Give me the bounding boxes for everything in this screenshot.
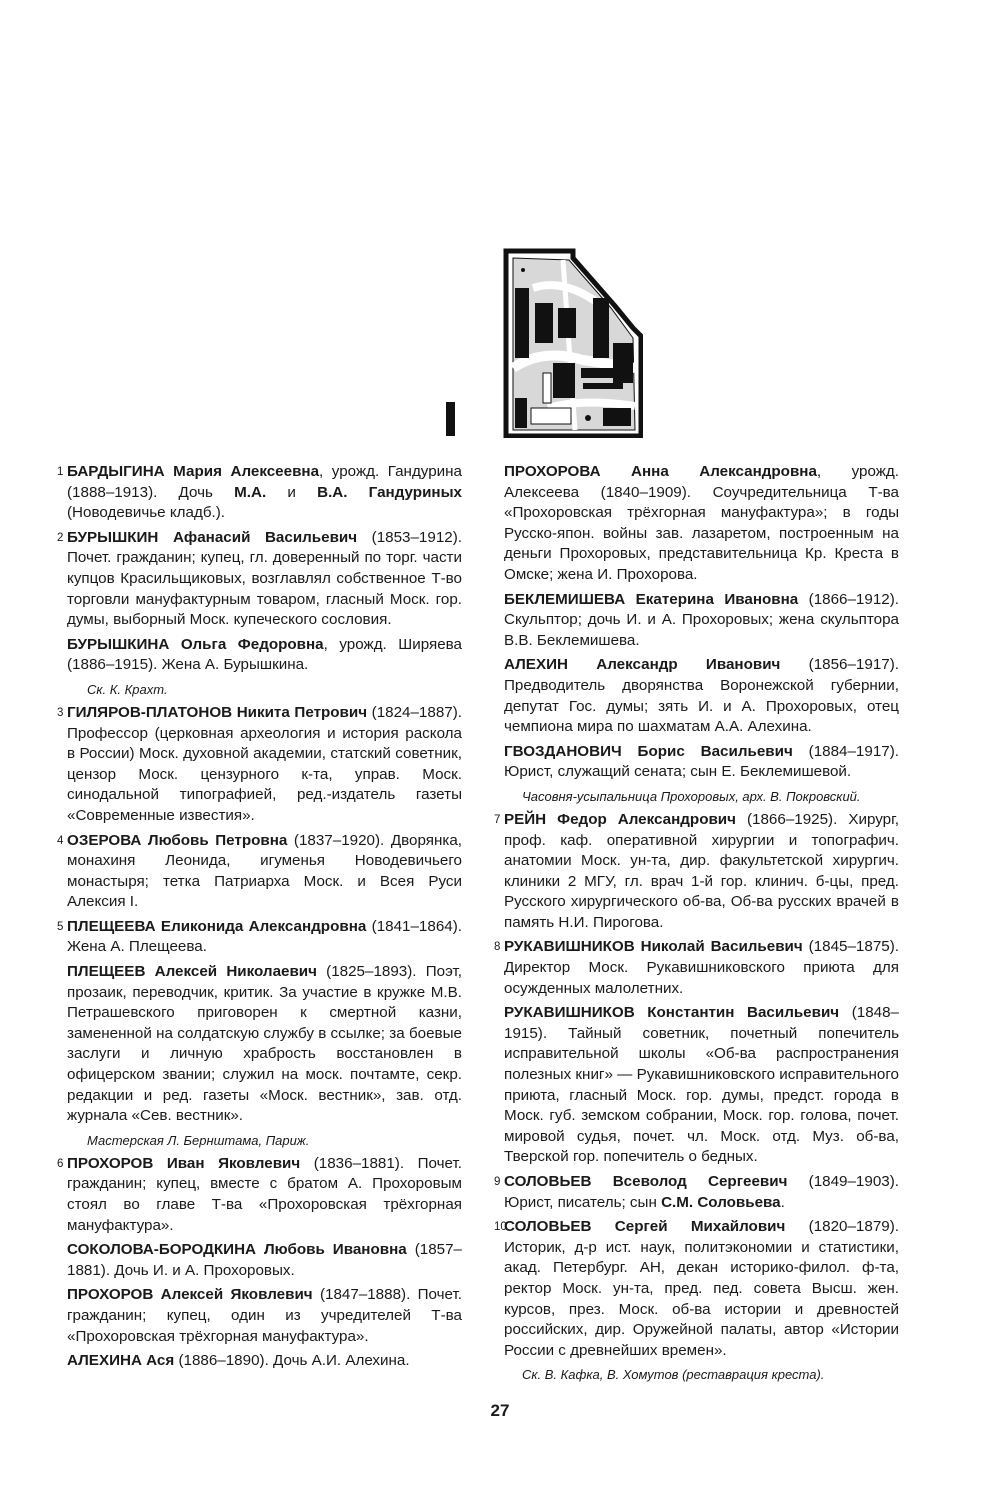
entry-text: (1866–1912). Скульптор; дочь И. и А. Прохоровых; жена скульптора В.В. Беклемишева.: [504, 590, 899, 649]
entry-text: (1824–1887). Профессор (церковная археология и история раскола в России) Моск. духовной академии, статский советник, цензор Моск. цензурного к-та, управ. Моск. синодальной типографией, ред.-издатель газеты «Современные известия».: [67, 703, 463, 824]
person-name: БЕКЛЕМИШЕВА Екатерина Ивановна: [504, 590, 799, 608]
entry-sokolova-borodkina: [67, 1240, 462, 1281]
entry-text: (Новодевичье кладб.).: [67, 504, 226, 522]
entry-text: (1820–1879). Историк, д-р ист. наук, политэкономии и статистики, акад. Петербург. АН, декан историко-филол. ф-та, ректор Моск. ун-та, пред. пед. совета Высш. жен. курсов, през. Моск. об-ва истории и древностей российских, дир. Оружейной палаты, автор «Истории России с древнейших времен».: [504, 1218, 899, 1359]
entry-gilyarov-platonov: [57, 703, 463, 827]
person-name: СОКОЛОВА-БОРОДКИНА Любовь Ивановна: [67, 1241, 407, 1259]
person-name: ОЗЕРОВА Любовь Петровна: [67, 831, 288, 849]
entry-prokhorov-aleksei: [67, 1285, 462, 1347]
entry-text: (1886–1890). Дочь А.И. Алехина.: [174, 1352, 410, 1370]
plot-number: 6: [57, 1157, 64, 1170]
right-column: [494, 462, 900, 1388]
entry-text: .: [780, 1193, 785, 1211]
restoration-credit: Ск. В. Кафка, В. Хомутов (реставрация креста).: [522, 1367, 825, 1383]
person-name: ГВОЗДАНОВИЧ Борис Васильевич: [504, 742, 793, 760]
person-name: БАРДЫГИНА Мария Алексеевна: [67, 463, 320, 480]
entry-prokhorova-anna: [504, 462, 899, 586]
left-column: [57, 462, 463, 1376]
entry-pleshcheeva: [57, 917, 462, 958]
person-name: БУРЫШКИН Афанасий Васильевич: [67, 528, 358, 546]
person-name-ref: М.А.: [234, 483, 267, 501]
person-name: РУКАВИШНИКОВ Константин Васильевич: [504, 1004, 840, 1022]
entry-buryshkin: [57, 528, 462, 631]
plot-number: 7: [494, 813, 501, 826]
person-name: СОЛОВЬЕВ Всеволод Сергеевич: [504, 1173, 788, 1190]
person-name: РЕЙН Федор Александрович: [504, 810, 736, 828]
entry-rukavishnikov-nikolai: [494, 937, 900, 999]
entry-text: (1841–1864). Жена А. Плещеева.: [67, 917, 462, 956]
page-number: 27: [490, 1401, 510, 1420]
entry-solovyev-sergei: [494, 1217, 899, 1361]
site-plan-map: [503, 248, 643, 443]
plot-number: 4: [57, 834, 64, 847]
entry-text: , урожд. Алексеева (1840–1909). Соучредительница Т-ва «Прохоровская трёхгорная мануфактура»; в годы Русско-япон. войны зав. лазаретом, построенным на деньги Прохоровых, представительница Кр. Креста в Омске; жена И. Прохорова.: [504, 463, 899, 583]
person-name: БУРЫШКИНА Ольга Федоровна: [67, 635, 324, 653]
entry-rukavishnikov-konstantin: [504, 1003, 899, 1168]
entry-text: (1866–1925). Хирург, проф. каф. оперативной хирургии и топографич. анатомии Моск. ун-та, дир. факультетской хирургич. клиники 2 МГУ, гл. врач 1-й гор. клинич. б-цы, пред. Русского хирургического об-ва, Об-ва русских врачей в память Н.И. Пирогова.: [504, 810, 899, 931]
entry-bardygina: [57, 462, 462, 524]
person-name: ПРОХОРОВ Алексей Яковлевич: [67, 1286, 313, 1304]
entry-pleshcheev: [67, 962, 462, 1127]
plot-number: 8: [494, 941, 501, 954]
plot-number: 3: [57, 706, 64, 719]
person-name: АЛЕХИНА Ася: [67, 1352, 175, 1370]
entry-text: , урожд. Гандурина (1888–1913). Дочь: [67, 463, 462, 501]
entry-prokhorov-ivan: [57, 1154, 462, 1236]
entry-rein: [494, 810, 899, 934]
entry-text: (1856–1917). Предводитель дворянства Воронежской губернии, депутат Гос. думы; зять И. и А. Прохоровых, отец чемпиона мира по шахматам А.А. Алехина.: [504, 656, 900, 736]
person-name: ПРОХОРОВА Анна Александровна: [504, 463, 817, 480]
plot-number: 10: [494, 1221, 507, 1234]
entry-text: (1837–1920). Дворянка, монахиня Леонида, игуменья Новодевичьего монастыря; тетка Патриарха Моск. и Всея Руси Алексия I.: [67, 831, 462, 911]
entry-text: (1848–1915). Тайный советник, почетный попечитель исправительной школы «Об-ва распространения полезных книг» — Рукавишниковского исправительного приюта, гласный Моск. гор. думы, предст. города в Моск. губ. земском собрании, Моск. гор. голова, почет. мировой судья, почет. чл. Моск. отд. Муз. об-ва, Тверской гор. попечитель о бедных.: [504, 1004, 899, 1166]
person-name: АЛЕХИН Александр Иванович: [504, 656, 781, 674]
entry-text: (1884–1917). Юрист, служащий сената; сын Е. Беклемишевой.: [504, 742, 899, 781]
entry-text: , урожд. Ширяева (1886–1915). Жена А. Бурышкина.: [67, 635, 462, 674]
entry-gvozdanovich: [504, 742, 899, 783]
plot-number: 2: [57, 531, 64, 544]
plot-number: 5: [57, 920, 64, 933]
entry-text: (1849–1903). Юрист, писатель; сын: [504, 1173, 899, 1211]
entry-ozerova: [57, 831, 462, 913]
entry-text: (1845–1875). Директор Моск. Рукавишниковского приюта для осужденных малолетних.: [504, 938, 900, 997]
entry-text: (1825–1893). Поэт, прозаик, переводчик, критик. За участие в кружке М.В. Петрашевского приговорен к смертной казни, замененной на солдатскую службу в ссылке; за боевые заслуги и личную храбрость восстановлен в офицерском звании; служил на моск. почтамте, секр. редакции и ред. газеты «Моск. вестник», зав. отд. журнала «Сев. вестник».: [67, 963, 462, 1125]
plot-number: 1: [57, 466, 64, 478]
sculptor-credit: Ск. К. Крахт.: [87, 681, 168, 697]
person-name-ref: В.А. Гандуриных: [317, 483, 462, 501]
person-name-ref: С.М. Соловьева: [661, 1193, 781, 1211]
person-name: СОЛОВЬЕВ Сергей Михайлович: [504, 1218, 786, 1236]
entry-buryshkina: [67, 635, 462, 676]
entry-beklemisheva: [504, 590, 899, 652]
entry-alekhina: [67, 1351, 462, 1372]
entry-text: и: [266, 483, 318, 501]
entry-solovyev-vsevolod: [494, 1172, 899, 1213]
plot-number: 9: [494, 1176, 501, 1188]
person-name: РУКАВИШНИКОВ Николай Васильевич: [504, 938, 803, 956]
chapel-credit: Часовня-усыпальница Прохоровых, арх. В. Покровский.: [522, 788, 861, 804]
person-name: ГИЛЯРОВ-ПЛАТОНОВ Никита Петрович: [67, 703, 368, 721]
person-name: ПЛЕЩЕЕВА Еликонида Александровна: [67, 917, 367, 935]
workshop-credit: Мастерская Л. Бернштама, Париж.: [87, 1132, 310, 1148]
site-plan-svg: [503, 248, 643, 438]
entry-text: (1853–1912). Почет. гражданин; купец, гл. доверенный по торг. части купцов Красильщиковых, возглавлял собственное Т-во торговли мануфактурным товаром, гласный Моск. гор. думы, выборный Моск. купеческого сословия.: [67, 528, 462, 629]
entry-text: (1836–1881). Почет. гражданин; купец, вместе с братом А. Прохоровым стоял во главе Т-ва «Прохоровская трёхгорная мануфактура».: [67, 1154, 462, 1234]
entry-text: (1857–1881). Дочь И. и А. Прохоровых.: [67, 1241, 462, 1279]
person-name: ПЛЕЩЕЕВ Алексей Николаевич: [67, 963, 317, 981]
entry-text: (1847–1888). Почет. гражданин; купец, один из учредителей Т-ва «Прохоровская трёхгорная мануфактура».: [67, 1286, 462, 1345]
section-marker: [446, 402, 455, 436]
entry-alekhin: [504, 655, 899, 737]
person-name: ПРОХОРОВ Иван Яковлевич: [67, 1154, 301, 1172]
